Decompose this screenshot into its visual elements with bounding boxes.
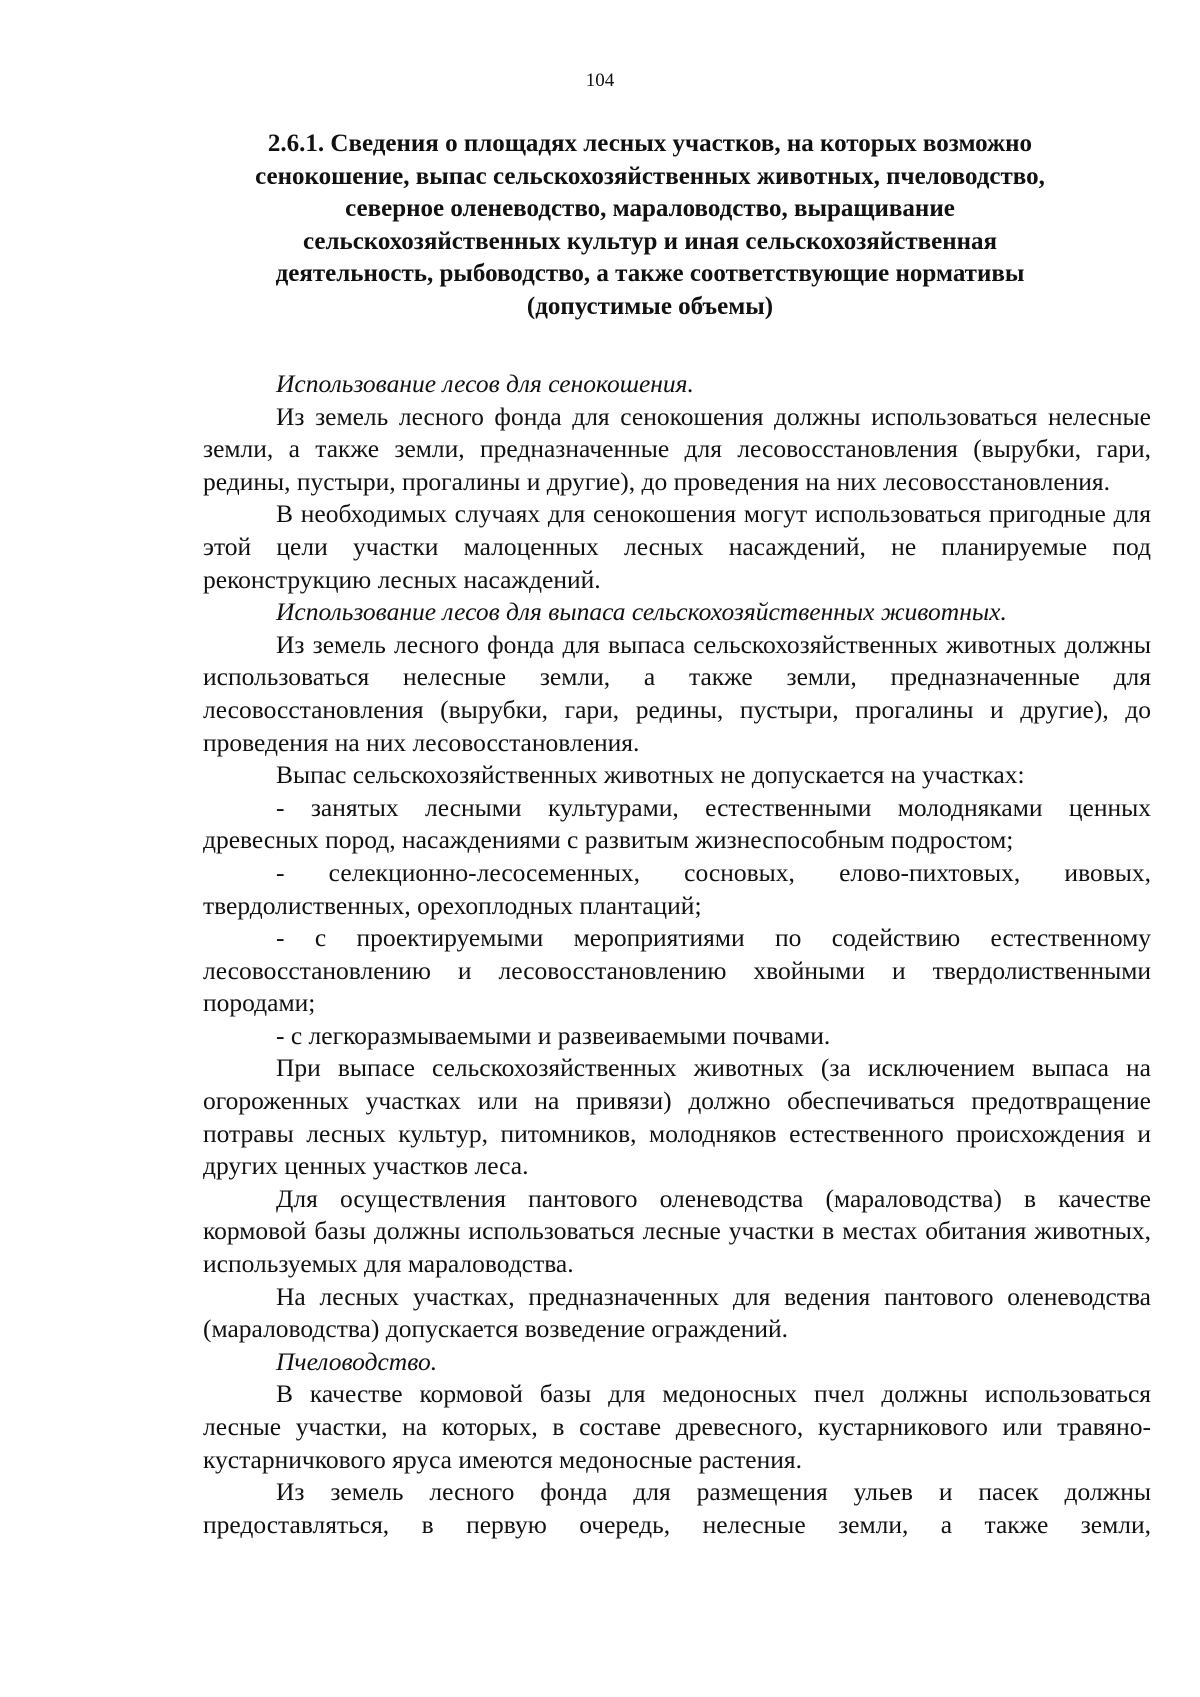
- page-number: 104: [585, 70, 615, 91]
- list-item: - с легкоразмываемыми и развеиваемыми почвами.: [276, 1020, 831, 1050]
- paragraph: Из земель лесного фонда для выпаса сельскохозяйственных животных должны использоваться нелесные земли, а также земли, предназначенные для лесовосстановления (вырубки, гари, редины, пустыри, прогалины и другие), до проведения на них лесовосстановления.: [203, 629, 1151, 757]
- section-title: [180, 128, 1120, 323]
- subheading-beekeeping: Пчеловодство.: [276, 1346, 438, 1376]
- paragraph: Из земель лесного фонда для сенокошения должны использоваться нелесные земли, а также земли, предназначенные для лесовосстановления (вырубки, гари, редины, пустыри, прогалины и другие), до проведения на них лесовосстановления.: [203, 401, 1151, 496]
- paragraph: В качестве кормовой базы для медоносных пчел должны использоваться лесные участки, на которых, в составе древесного, кустарникового или травяно-кустарничкового яруса имеются медоносные растения.: [203, 1379, 1151, 1474]
- section-title-line: деятельность, рыбоводство, а также соответствующие нормативы: [275, 260, 1025, 287]
- list-item: - селекционно-лесосеменных, сосновых, елово-пихтовых, ивовых, твердолиственных, орехоплодных плантаций;: [203, 857, 1151, 920]
- list-item: - занятых лесными культурами, естественными молодняками ценных древесных пород, насаждениями с развитым жизнеспособным подростом;: [203, 792, 1151, 855]
- paragraph: Для осуществления пантового оленеводства (мараловодства) в качестве кормовой базы должны использоваться лесные участки в местах обитания животных, используемых для мараловодства.: [203, 1183, 1151, 1279]
- paragraph: В необходимых случаях для сенокошения могут использоваться пригодные для этой цели участки малоценных лесных насаждений, не планируемые под реконструкцию лесных насаждений.: [203, 499, 1151, 594]
- paragraph: При выпасе сельскохозяйственных животных (за исключением выпаса на огороженных участках или на привязи) должно обеспечиваться предотвращение потравы лесных культур, питомников, молодняков естественного происхождения и других ценных участков леса.: [203, 1053, 1151, 1181]
- paragraph: Выпас сельскохозяйственных животных не допускается на участках:: [276, 760, 1025, 790]
- section-title-line: сельскохозяйственных культур и иная сельскохозяйственная: [302, 227, 998, 255]
- section-title-line: северное оленеводство, мараловодство, выращивание: [345, 195, 955, 222]
- subheading-grazing: Использование лесов для выпаса сельскохозяйственных животных.: [276, 597, 1007, 627]
- list-item: - с проектируемыми мероприятиями по содействию естественному лесовосстановлению и лесовосстановлению хвойными и твердолиственными породами;: [203, 923, 1151, 1018]
- section-title-line: (допустимые объемы): [526, 292, 774, 320]
- section-title-line: сенокошение, выпас сельскохозяйственных животных, пчеловодство,: [255, 162, 1045, 190]
- paragraph: На лесных участках, предназначенных для ведения пантового оленеводства (мараловодства) допускается возведение ограждений.: [203, 1281, 1151, 1344]
- section-title-line: 2.6.1. Сведения о площадях лесных участков, на которых возможно: [267, 130, 1033, 157]
- subheading-haymaking: Использование лесов для сенокошения.: [276, 369, 694, 398]
- document-body: [203, 368, 1151, 1541]
- paragraph: Из земель лесного фонда для размещения ульев и пасек должны предоставляться, в первую очередь, нелесные земли, а также земли,: [203, 1477, 1151, 1539]
